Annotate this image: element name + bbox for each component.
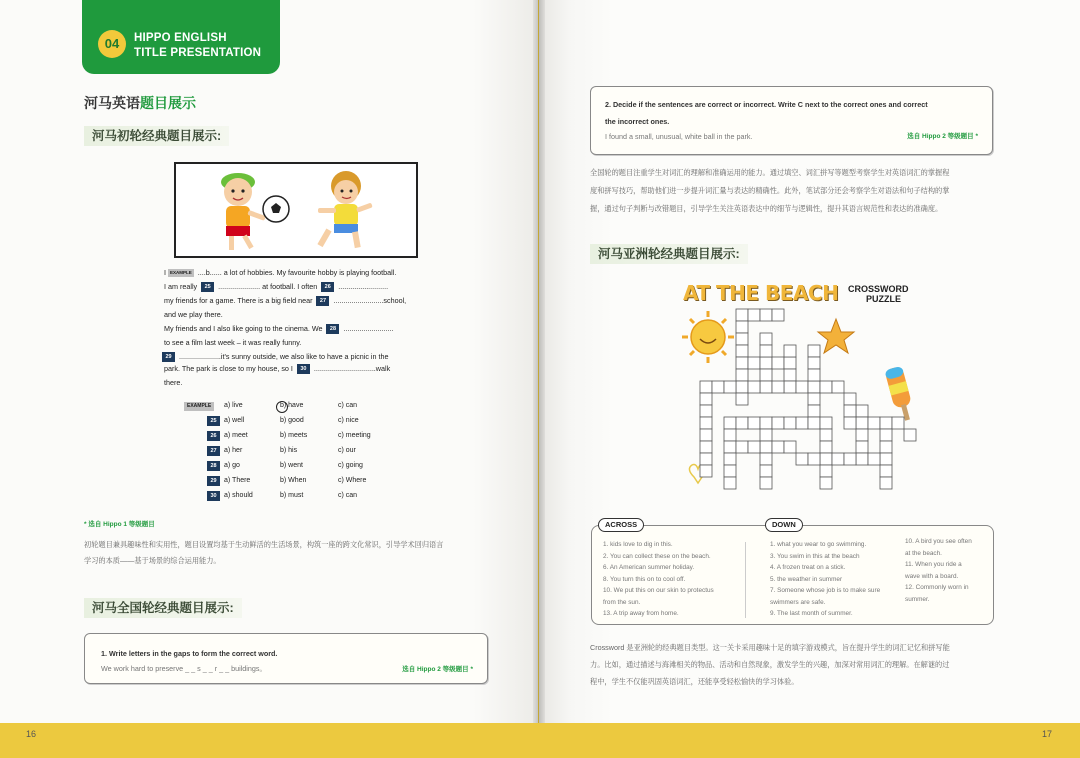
clue-item: 1. what you wear to go swimming. [770, 541, 867, 548]
clue-item: 6. An American summer holiday. [603, 564, 695, 571]
page-title-accent: 题目展示 [140, 95, 196, 111]
passage-line-8: park. The park is close to my house, so I 30 ...............................walk [164, 364, 391, 373]
clue-item: 12. Commonly worn in [905, 584, 969, 591]
section-heading-3: 河马亚洲轮经典题目展示: [590, 244, 748, 264]
page-title-prefix: 河马英语 [84, 95, 140, 111]
clue-item: 13. A trip away from home. [603, 610, 679, 617]
popsicle-icon [884, 366, 915, 423]
question-1-body: We work hard to preserve _ _ s _ _ r _ _ buildings。 [101, 664, 267, 673]
bottom-strip [0, 723, 1080, 758]
question-2-title-line2: the incorrect ones. [605, 117, 670, 126]
clue-item: at the beach. [905, 549, 942, 557]
chapter-title-line2: TITLE PRESENTATION [134, 47, 262, 59]
gap-25: 25 [201, 282, 214, 292]
clue-item: swimmers are safe. [770, 598, 826, 606]
page-title [84, 93, 196, 113]
description-line-2: 学习的本质——基于场景的综合运用能力。 [84, 556, 221, 565]
page-number-left: 16 [26, 729, 37, 739]
question-1-title: 1. Write letters in the gaps to form the correct word. [101, 649, 278, 658]
passage-line-3: my friends for a game. There is a big field near 27 .........................school, [164, 296, 407, 305]
question-card-2 [590, 86, 993, 155]
passage-line-9: there. [164, 378, 183, 387]
question-2-tag: 选自 Hippo 2 等级题目 * [907, 133, 978, 140]
clue-item: 4. A frozen treat on a stick. [770, 564, 846, 571]
passage-line-2: I am really 25 ..................... at football. I often 26 ......................... [164, 282, 389, 291]
description-line-6: Crossword 是亚洲轮的经典题目类型。这一关卡采用趣味十足的填字游戏模式，旨在提升学生的词汇记忆和拼写能 [590, 643, 950, 652]
gap-30: 30 [297, 364, 310, 374]
description-line-1: 初轮题目兼具趣味性和实用性，题目设置均基于生动鲜活的生活场景，构筑一座的跨文化常识，引导学术回归语言 [84, 540, 444, 549]
question-2-body: I found a small, unusual, white ball in the park. [605, 132, 753, 141]
clue-divider [745, 542, 746, 618]
clue-item: 8. You turn this on to cool off. [603, 575, 686, 583]
clue-item: 10. A bird you see often [905, 538, 972, 545]
question-card-1 [84, 633, 488, 684]
clue-item: 10. We put this on our skin to protectus [603, 587, 714, 594]
clue-item: summer. [905, 595, 930, 603]
kids-football-icon [176, 164, 416, 256]
down-clues-2 [905, 536, 972, 605]
clue-item: 11. When you ride a [905, 561, 962, 568]
gap-28: 28 [326, 324, 339, 334]
page-number-right: 17 [1042, 729, 1053, 739]
description-line-7: 力。比如，通过描述与海滩相关的物品、活动和自然现象，激发学生的兴趣，加深对常用词汇的理解。在解谜的过 [590, 660, 950, 669]
description-line-5: 握，通过句子判断与改错题目，引导学生关注英语表达中的细节与逻辑性，提升其语言规范性和表达的准确度。 [590, 204, 943, 213]
football-illustration [174, 162, 418, 258]
crossword-subtitle-2: PUZZLE [866, 294, 901, 304]
clue-item: 3. You swim in this at the beach [770, 552, 860, 560]
passage-line-5: My friends and I also like going to the cinema. We 28 ......................... [164, 324, 394, 333]
question-2-title: 2. Decide if the sentences are correct or incorrect. Write C next to the correct ones and correct [605, 100, 928, 109]
clue-item: 5. the weather in summer [770, 575, 843, 583]
clue-item: 1. kids love to dig in this. [603, 541, 673, 548]
across-label: ACROSS [598, 518, 644, 532]
passage-line-1: I EXAMPLE ....b...... a lot of hobbies. My favourite hobby is playing football. [164, 268, 397, 277]
gap-27: 27 [316, 296, 329, 306]
passage-line-6: to see a film last week – it was really funny. [164, 338, 302, 347]
crossword-grid [672, 305, 952, 505]
down-label: DOWN [765, 518, 803, 532]
section-heading-2: 河马全国轮经典题目展示: [84, 598, 242, 618]
chapter-number: 04 [98, 30, 126, 58]
across-clues [603, 539, 714, 620]
passage-line-7: 29 .....................it's sunny outside, we also like to have a picnic in the [160, 350, 389, 363]
sun-icon [682, 311, 734, 363]
down-clues-1 [770, 539, 880, 620]
clue-item: 7. Someone whose job is to make sure [770, 587, 881, 594]
question-1-tag: 选自 Hippo 2 等级题目 * [402, 666, 473, 673]
book-spine [533, 0, 545, 758]
gap-29: 29 [162, 352, 175, 362]
description-line-4: 度和拼写技巧，帮助他们进一步提升词汇量与表达的精确性。此外，笔试部分还会考察学生对语法和句子结构的掌 [590, 186, 950, 195]
clue-item: from the sun. [603, 598, 641, 606]
chapter-badge [82, 0, 280, 74]
chapter-title-line1: HIPPO ENGLISH [134, 32, 227, 44]
crossword-title: AT THE BEACH [683, 281, 839, 305]
description-line-3: 全国轮的题目注重学生对词汇的理解和准确运用的能力。通过填空、词汇拼写等题型考察学生对英语词汇的掌握程 [590, 168, 950, 177]
clue-item: wave with a board. [905, 572, 959, 580]
passage-line-4: and we play there. [164, 310, 223, 319]
section-heading-1: 河马初轮经典题目展示: [84, 126, 229, 146]
description-line-8: 程中，学生不仅能巩固英语词汇，还能享受轻松愉快的学习体验。 [590, 677, 799, 686]
source-note-1: * 选自 Hippo 1 等级题目 [84, 521, 155, 528]
clue-item: 2. You can collect these on the beach. [603, 552, 711, 560]
answer-circle-icon [275, 400, 289, 414]
clue-item: 9. The last month of summer. [770, 610, 853, 617]
starfish-icon [818, 319, 854, 353]
crossword-subtitle-1: CROSSWORD [848, 284, 909, 294]
example-box: EXAMPLE [170, 270, 192, 276]
gap-26: 26 [321, 282, 334, 292]
